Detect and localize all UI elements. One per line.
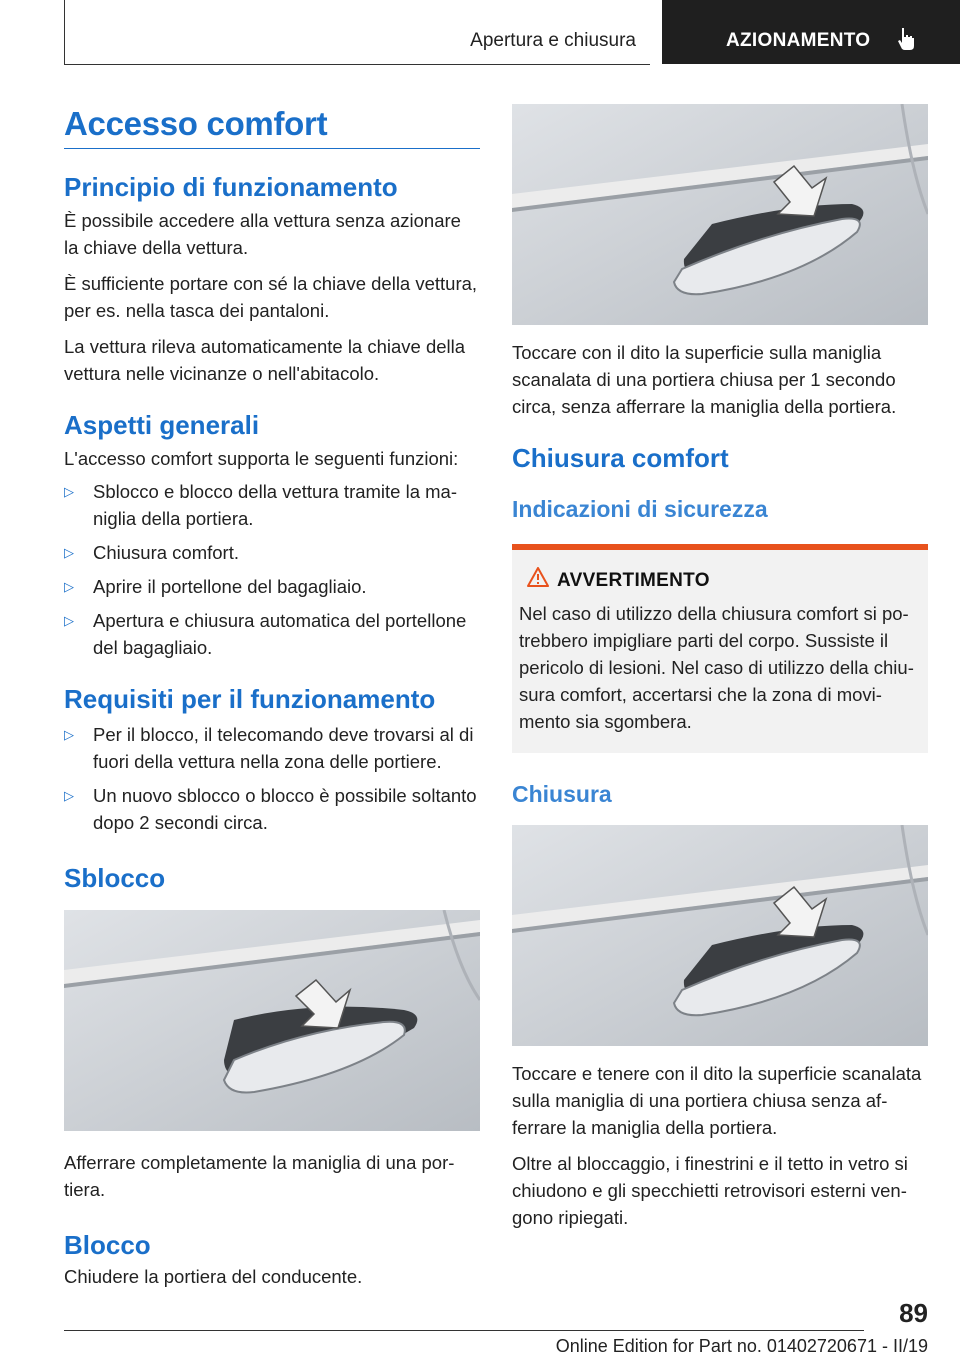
door-handle-closing-image xyxy=(512,825,928,1046)
list-item: ▷ Un nuovo sblocco o blocco è possibile soltanto dopo 2 secondi circa. xyxy=(64,782,480,836)
list-item: ▷ Aprire il portellone del bagagliaio. xyxy=(64,573,480,600)
safety-heading: Indicazioni di sicurezza xyxy=(512,496,768,522)
edition-text: Online Edition for Part no. 01402720671 - II/19 xyxy=(555,1336,928,1356)
list-item: ▷ Sblocco e blocco della vettura tramite la maniglia della portiera. xyxy=(64,478,480,532)
bullet-triangle-icon: ▷ xyxy=(64,788,74,803)
list-item: ▷ Chiusura comfort. xyxy=(64,539,480,566)
warning-triangle-icon xyxy=(527,567,549,587)
bullet-triangle-icon: ▷ xyxy=(64,727,74,742)
requirements-heading: Requisiti per il funzionamento xyxy=(64,684,436,714)
unlock-heading: Sblocco xyxy=(64,863,166,893)
hand-pointer-icon xyxy=(894,26,920,52)
door-handle-touch-image xyxy=(512,104,928,325)
bullet-triangle-icon: ▷ xyxy=(64,484,74,499)
principle-paragraph-3: La vettura rileva automaticamente la chiave della vettura nelle vicinanze o nell'abitacolo. xyxy=(64,336,466,384)
list-item: ▷ Per il blocco, il telecomando deve trovarsi al di fuori della vettura nella zona delle portiere. xyxy=(64,721,480,775)
general-heading: Aspetti generali xyxy=(64,410,260,440)
general-list xyxy=(64,478,480,661)
title-rule xyxy=(64,148,480,149)
list-item: ▷ Apertura e chiusura automatica del portellone del bagagliaio. xyxy=(64,607,480,661)
bullet-triangle-icon: ▷ xyxy=(64,579,74,594)
header-section-title: Apertura e chiusura xyxy=(470,30,636,51)
header-bottom-rule xyxy=(64,64,650,65)
page-title: Accesso comfort xyxy=(64,105,328,142)
warning-title: AVVERTIMENTO xyxy=(557,570,922,592)
principle-heading: Principio di funzionamento xyxy=(64,172,398,202)
closing-text-1: Toccare e tenere con il dito la superficie scanalata sulla maniglia di una portiera chiusa senza afferrare la maniglia della portiera. xyxy=(512,1063,922,1138)
lock-text: Chiudere la portiera del conducente. xyxy=(64,1266,363,1287)
touch-caption: Toccare con il dito la superficie sulla maniglia scanalata di una portiera chiusa per 1 secondo circa, senza afferrare la maniglia della portiera. xyxy=(512,342,897,417)
general-intro: L'accesso comfort supporta le seguenti funzioni: xyxy=(64,448,459,469)
bullet-triangle-icon: ▷ xyxy=(64,613,74,628)
comfort-closing-heading: Chiusura comfort xyxy=(512,443,729,473)
requirements-list xyxy=(64,721,480,836)
right-column xyxy=(512,104,928,1231)
header-tab-label: AZIONAMENTO xyxy=(726,30,871,51)
principle-paragraph-1: È possibile accedere alla vettura senza azionare la chiave della vettura. xyxy=(64,210,461,258)
bullet-triangle-icon: ▷ xyxy=(64,545,74,560)
left-column xyxy=(64,104,480,1290)
closing-text-2: Oltre al bloccaggio, i finestrini e il tetto in vetro si chiudono e gli specchietti retrovisori esterni vengono ripiegati. xyxy=(512,1153,908,1228)
warning-box xyxy=(512,544,928,753)
door-handle-unlock-image xyxy=(64,910,480,1131)
unlock-caption: Afferrare completamente la maniglia di una portiera. xyxy=(64,1152,455,1200)
warning-text: Nel caso di utilizzo della chiusura comfort si potrebbero impigliare parti del corpo. Sussiste il pericolo di lesioni. Nel caso di utilizzo della chiusura comfort, accertarsi che la zona di movimento sia sgombera. xyxy=(519,603,914,732)
closing-heading: Chiusura xyxy=(512,781,612,807)
lock-heading: Blocco xyxy=(64,1230,151,1260)
header-left-rule xyxy=(64,0,65,64)
footer-rule xyxy=(64,1330,864,1331)
principle-paragraph-2: È sufficiente portare con sé la chiave della vettura, per es. nella tasca dei pantaloni. xyxy=(64,273,478,321)
page-number: 89 xyxy=(899,1298,928,1328)
